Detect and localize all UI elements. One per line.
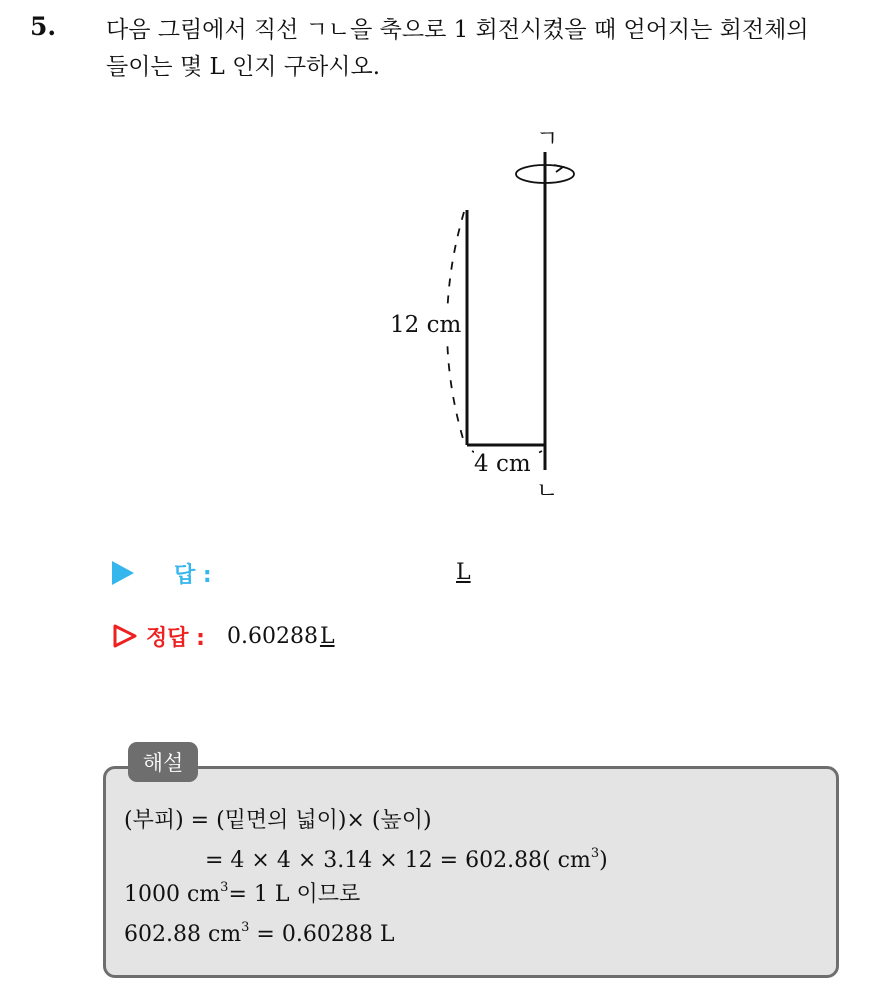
rotation-arrowhead-icon <box>554 165 563 172</box>
explanation-line-3 <box>124 880 360 910</box>
correct-answer-triangle-icon <box>112 623 138 649</box>
axis-top-label: ㄱ <box>536 126 559 152</box>
explanation-line-2 <box>205 846 608 876</box>
width-label: 4 cm <box>474 451 531 477</box>
explanation-line-4-end: = 0.60288 L <box>249 922 395 947</box>
explanation-tab: 해설 <box>128 742 198 782</box>
answer-unit: L <box>456 560 471 585</box>
answer-row <box>112 556 212 590</box>
rotation-figure <box>360 120 600 510</box>
answer-label: 답 : <box>174 562 212 588</box>
explanation-line-3-start: 1000 cm <box>124 882 221 907</box>
axis-bottom-label: ㄴ <box>536 478 559 504</box>
explanation-line-4-sup: 3 <box>241 920 250 935</box>
correct-answer-label: 정답 : <box>146 625 205 651</box>
question-line-1: 다음 그림에서 직선 ㄱㄴ을 축으로 1 회전시켰을 때 얻어지는 회전체의 <box>106 17 809 43</box>
question-text <box>106 12 866 86</box>
answer-triangle-icon <box>112 561 134 585</box>
explanation-line-4-start: 602.88 cm <box>124 922 242 947</box>
correct-answer-value: 0.60288 <box>226 623 318 649</box>
question-number: 5. <box>30 12 57 41</box>
question-line-2: 들이는 몇 L 인지 구하시오. <box>106 54 381 80</box>
height-label: 12 cm <box>390 312 462 338</box>
explanation-line-3-sup: 3 <box>220 880 229 895</box>
explanation-line-3-end: = 1 L 이므로 <box>228 882 361 907</box>
correct-answer-row <box>112 618 335 654</box>
explanation-line-2-end: ) <box>599 848 608 873</box>
explanation-line-4 <box>124 920 394 950</box>
correct-answer-unit: L <box>319 623 335 649</box>
explanation-line-1: (부피) = (밑면의 넓이)× (높이) <box>124 808 432 833</box>
explanation-line-2-text: = 4 × 4 × 3.14 × 12 = 602.88( cm <box>205 848 591 873</box>
explanation-line-2-sup: 3 <box>590 846 600 861</box>
